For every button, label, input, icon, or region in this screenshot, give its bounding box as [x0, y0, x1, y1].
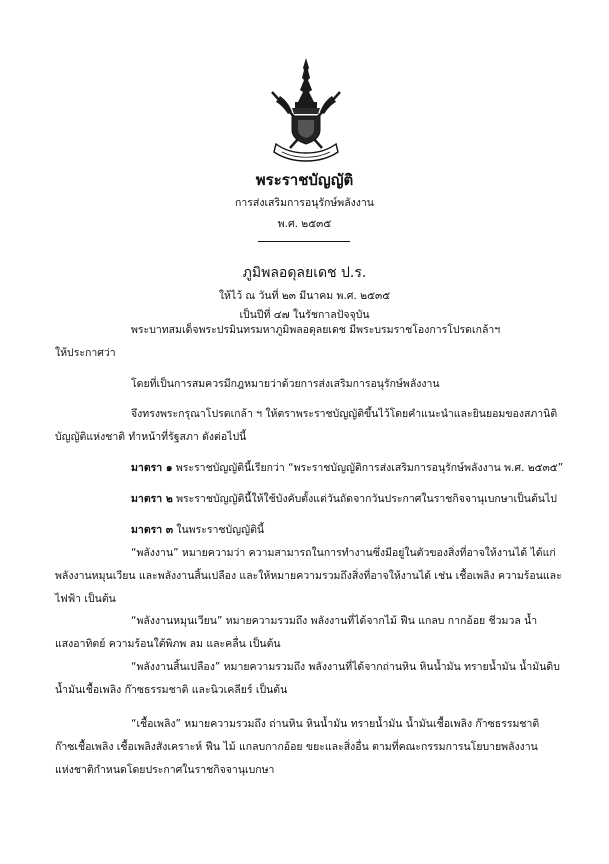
definition-line: “พลังงานสิ้นเปลือง” หมายความรวมถึง พลังงานที่ได้จากถ่านหิน หินน้ำมัน ทรายน้ำมัน น้ำมันดิบ: [131, 661, 560, 673]
preamble-line: โดยที่เป็นการสมควรมีกฎหมายว่าด้วยการส่งเสริมการอนุรักษ์พลังงาน: [131, 378, 440, 390]
section-label: มาตรา ๒: [131, 493, 173, 505]
section-text: ในพระราชบัญญัตินี้: [173, 524, 265, 536]
royal-crown-emblem-icon: [262, 56, 350, 166]
section-label: มาตรา ๓: [131, 524, 174, 536]
section-label: มาตรา ๑: [131, 462, 173, 474]
preamble-line: ให้ประกาศว่า: [55, 347, 116, 359]
definition-line: “พลังงานหมุนเวียน” หมายความรวมถึง พลังงานที่ได้จากไม้ ฟืน แกลบ กากอ้อย ชีวมวล น้ำ: [131, 615, 538, 627]
definition-line: ไฟฟ้า เป็นต้น: [55, 593, 116, 605]
divider: [258, 241, 350, 242]
document-subtitle: การส่งเสริมการอนุรักษ์พลังงาน: [235, 197, 374, 209]
document-title: พระราชบัญญัติ: [255, 171, 354, 189]
document-year: พ.ศ. ๒๕๓๕: [277, 218, 332, 230]
given-date: ให้ไว้ ณ วันที่ ๒๓ มีนาคม พ.ศ. ๒๕๓๕: [218, 290, 391, 302]
definition-line: น้ำมันเชื้อเพลิง ก๊าซธรรมชาติ และนิวเคลียร์ เป็นต้น: [55, 684, 288, 696]
section-text: พระราชบัญญัตินี้เรียกว่า “พระราชบัญญัติการส่งเสริมการอนุรักษ์พลังงาน พ.ศ. ๒๕๓๕”: [172, 462, 564, 474]
definition-line: พลังงานหมุนเวียน และพลังงานสิ้นเปลือง และให้หมายความรวมถึงสิ่งที่อาจให้งานได้ เช่น เชื้อเพลิง ความร้อนและ: [55, 570, 562, 582]
section-3: [131, 523, 264, 537]
definition-line: แห่งชาติกำหนดโดยประกาศในราชกิจจานุเบกษา: [55, 764, 275, 776]
preamble-line: พระบาทสมเด็จพระปรมินทรมหาภูมิพลอดุลยเดช มีพระบรมราชโองการโปรดเกล้าฯ: [131, 324, 501, 336]
king-name: ภูมิพลอดุลยเดช ป.ร.: [242, 265, 367, 281]
definition-line: แสงอาทิตย์ ความร้อนใต้พิภพ ลม และคลื่น เป็นต้น: [55, 638, 281, 650]
section-text: พระราชบัญญัตินี้ให้ใช้บังคับตั้งแต่วันถัดจากวันประกาศในราชกิจจานุเบกษาเป็นต้นไป: [172, 493, 557, 505]
section-1: [131, 461, 563, 475]
section-2: [131, 492, 557, 506]
preamble-line: บัญญัติแห่งชาติ ทำหน้าที่รัฐสภา ดังต่อไปนี้: [55, 431, 247, 443]
definition-line: ก๊าซเชื้อเพลิง เชื้อเพลิงสังเคราะห์ ฟืน ไม้ แกลบกากอ้อย ขยะและสิ่งอื่น ตามที่คณะกรรมการนโยบายพลังงาน: [55, 741, 538, 753]
definition-line: “พลังงาน” หมายความว่า ความสามารถในการทำงานซึ่งมีอยู่ในตัวของสิ่งที่อาจให้งานได้ ได้แก่: [131, 547, 556, 559]
reign-year: เป็นปีที่ ๔๗ ในรัชกาลปัจจุบัน: [239, 309, 370, 321]
definition-line: “เชื้อเพลิง” หมายความรวมถึง ถ่านหิน หินน้ำมัน ทรายน้ำมัน น้ำมันเชื้อเพลิง ก๊าซธรรมชาติ: [131, 718, 540, 730]
preamble-line: จึงทรงพระกรุณาโปรดเกล้า ฯ ให้ตราพระราชบัญญัติขึ้นไว้โดยคำแนะนำและยินยอมของสภานิติ: [131, 408, 558, 420]
